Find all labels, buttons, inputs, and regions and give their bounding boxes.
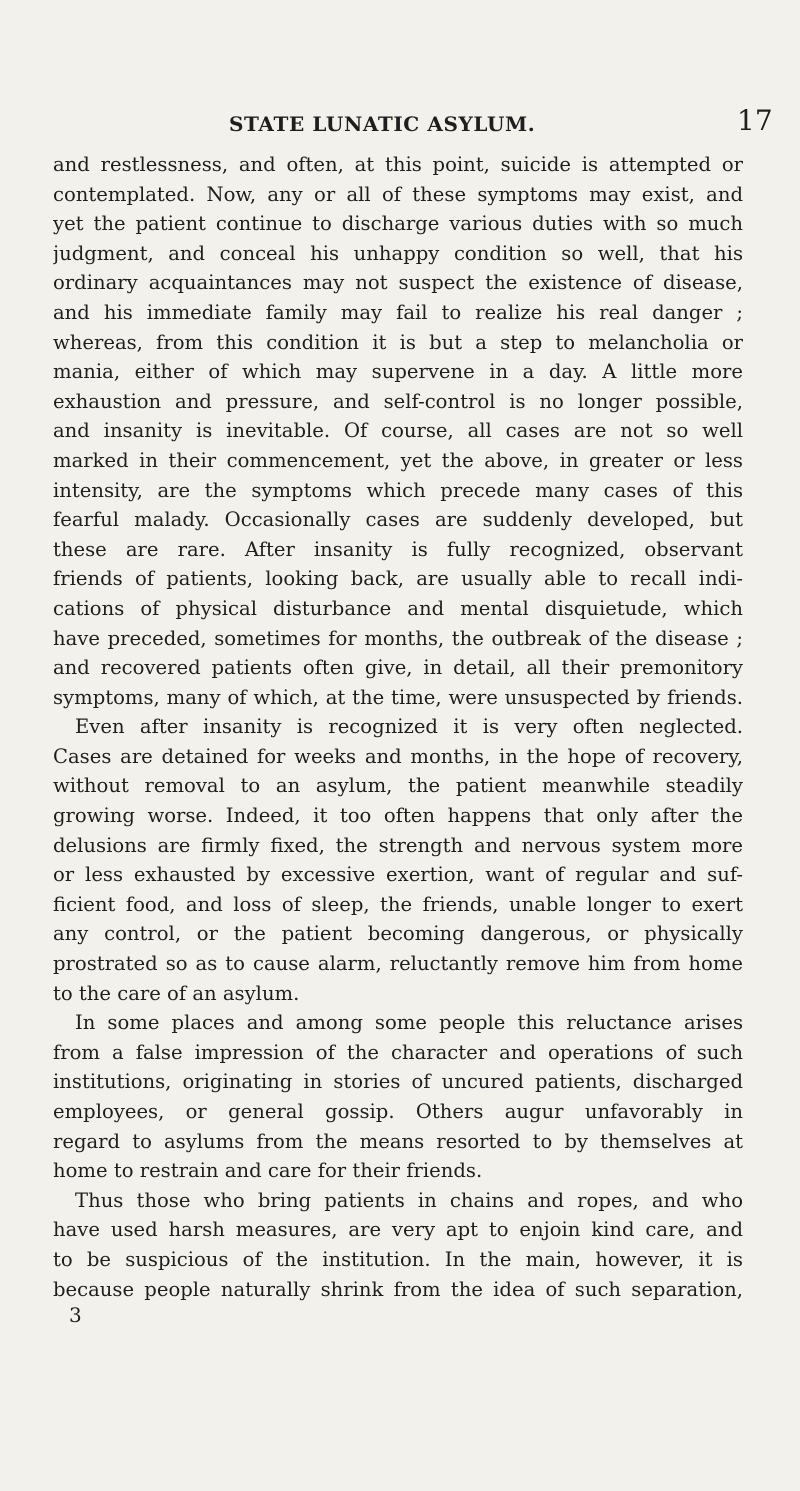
text-line: to the care of an asylum. (53, 981, 300, 1005)
text-line: contemplated. Now, any or all of these symptoms may exist, and (53, 182, 743, 206)
text-line: these are rare. After insanity is fully recognized, observant (53, 537, 743, 561)
text-line: symptoms, many of which, at the time, were unsuspected by friends. (53, 685, 743, 709)
text-line: Cases are detained for weeks and months, in the hope of recovery, (53, 744, 743, 768)
text-line: prostrated so as to cause alarm, reluctantly remove him from home (53, 952, 743, 976)
signature-mark: 3 (69, 1303, 82, 1327)
text-line: exhaustion and pressure, and self-control is no longer possible, (53, 389, 743, 413)
text-line: and his immediate family may fail to realize his real danger ; (53, 300, 743, 324)
text-line: intensity, are the symptoms which precede many cases of this (53, 478, 743, 502)
text-line: In some places and among some people this reluctance arises (75, 1011, 743, 1035)
text-line: employees, or general gossip. Others augur unfavorably in (53, 1100, 743, 1123)
text-line: cations of physical disturbance and mental disquietude, which (53, 596, 743, 620)
text-line: mania, either of which may supervene in a day. A little more (53, 360, 743, 384)
text-line: fearful malady. Occasionally cases are suddenly developed, but (53, 508, 743, 532)
text-line: have preceded, sometimes for months, the outbreak of the disease ; (53, 626, 743, 650)
text-line: have used harsh measures, are very apt to enjoin kind care, and (53, 1218, 743, 1242)
text-line: friends of patients, looking back, are usually able to recall indi- (53, 567, 743, 591)
text-line: institutions, originating in stories of uncured patients, discharged (53, 1070, 743, 1094)
text-line: because people naturally shrink from the idea of such separation, (53, 1277, 743, 1301)
text-line: home to restrain and care for their friends. (53, 1159, 483, 1183)
text-line: and recovered patients often give, in detail, all their premonitory (53, 656, 743, 680)
text-line: growing worse. Indeed, it too often happens that only after the (53, 804, 743, 828)
text-line: without removal to an asylum, the patient meanwhile steadily (53, 774, 743, 798)
text-line: ordinary acquaintances may not suspect the existence of disease, (53, 271, 743, 295)
text-line: Even after insanity is recognized it is very often neglected. (75, 715, 743, 739)
text-line: or less exhausted by excessive exertion, want of regular and suf- (53, 863, 743, 887)
text-line: and insanity is inevitable. Of course, all cases are not so well (53, 419, 743, 443)
text-line: marked in their commencement, yet the above, in greater or less (53, 448, 743, 472)
text-line: from a false impression of the character and operations of such (53, 1040, 743, 1064)
text-line: whereas, from this condition it is but a step to melancholia or (53, 330, 743, 354)
page-header (0, 104, 800, 144)
text-line: yet the patient continue to discharge various duties with so much (53, 212, 743, 236)
page-number: 17 (737, 104, 773, 137)
text-line: regard to asylums from the means resorted to by themselves at (53, 1129, 743, 1153)
running-head: STATE LUNATIC ASYLUM. (229, 112, 536, 136)
text-line: Thus those who bring patients in chains and ropes, and who (75, 1188, 743, 1212)
text-line: delusions are firmly fixed, the strength and nervous system more (53, 833, 743, 857)
text-line: any control, or the patient becoming dangerous, or physically (53, 922, 743, 946)
text-line: and restlessness, and often, at this point, suicide is attempted or (53, 153, 743, 176)
body-text (53, 150, 743, 1304)
text-line: to be suspicious of the institution. In the main, however, it is (53, 1247, 743, 1271)
text-line: ficient food, and loss of sleep, the friends, unable longer to exert (53, 892, 743, 916)
text-line: judgment, and conceal his unhappy condition so well, that his (53, 241, 743, 265)
